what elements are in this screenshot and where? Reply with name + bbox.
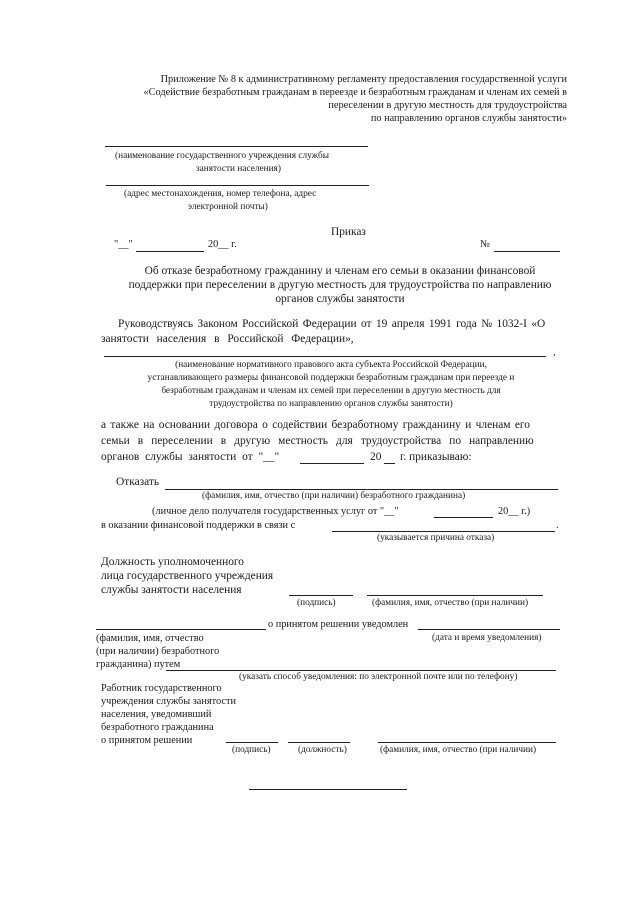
- org-name-caption-1: (наименование государственного учреждения службы: [115, 151, 329, 161]
- case-file-month-line[interactable]: [434, 517, 493, 518]
- official-fio-line[interactable]: [367, 595, 543, 596]
- regional-act-caption-3: безработным гражданам и членам их семей при переселении в другую местность для: [161, 386, 501, 396]
- worker-signature-caption: (подпись): [232, 745, 271, 755]
- appendix-header-line-3: переселении в другую местность для трудоустройства: [328, 100, 567, 111]
- org-name-line[interactable]: [105, 146, 368, 147]
- order-title: Приказ: [331, 226, 366, 238]
- order-date-year: 20__ г.: [208, 239, 237, 250]
- notified-citizen-line[interactable]: [96, 629, 266, 630]
- official-title-line-1: Должность уполномоченного: [101, 556, 244, 568]
- refusal-label: Отказать: [116, 476, 160, 488]
- regional-act-caption-1: (наименование нормативного правового акта субъекта Российской Федерации,: [175, 360, 487, 370]
- case-file-prefix: (личное дело получателя государственных услуг от "__": [152, 506, 399, 517]
- official-signature-line[interactable]: [289, 595, 353, 596]
- citizen-fio-line[interactable]: [165, 489, 558, 490]
- worker-title-line-3: населения, уведомивший: [101, 709, 212, 720]
- footer-divider: [249, 789, 407, 790]
- official-title-line-2: лица государственного учреждения: [101, 570, 274, 582]
- contract-date-year-line[interactable]: [384, 463, 395, 464]
- worker-title-line-1: Работник государственного: [101, 683, 222, 694]
- contract-line-3: органов службы занятости от "__": [101, 451, 280, 463]
- basis-line-1: Руководствуясь Законом Российской Федерации от 19 апреля 1991 года № 1032-I «О: [118, 318, 546, 330]
- order-subject-line-2: поддержки при переселении в другую местность для трудоустройства по направлению: [128, 279, 552, 291]
- order-date-day: "__": [114, 239, 133, 250]
- regional-act-line[interactable]: [104, 356, 546, 357]
- notified-citizen-caption-3: гражданина) путем: [96, 659, 181, 670]
- worker-position-line[interactable]: [288, 742, 350, 743]
- official-title-line-3: службы занятости населения: [101, 584, 242, 596]
- contract-line-2: семьи в переселении в другую местность для трудоустройства по направлению: [101, 435, 534, 447]
- org-address-caption-1: (адрес местонахождения, номер телефона, адрес: [124, 189, 317, 199]
- order-subject-line-3: органов службы занятости: [275, 293, 405, 305]
- notification-method-line[interactable]: [166, 670, 556, 671]
- notified-text: о принятом решении уведомлен: [268, 619, 409, 630]
- notified-citizen-caption-1: (фамилия, имя, отчество: [96, 633, 204, 644]
- worker-signature-line[interactable]: [226, 742, 278, 743]
- refusal-reason-line[interactable]: [332, 531, 555, 532]
- contract-date-year: 20: [370, 451, 382, 463]
- notification-datetime-caption: (дата и время уведомления): [432, 633, 542, 643]
- contract-order-suffix: г. приказываю:: [400, 451, 472, 463]
- contract-date-month-line[interactable]: [300, 463, 364, 464]
- basis-line-2: занятости населения в Российской Федерации»,: [101, 333, 354, 345]
- regional-act-caption-4: трудоустройства по направлению органов службы занятости): [209, 399, 453, 409]
- order-subject-line-1: Об отказе безработному гражданину и членам его семьи в оказании финансовой: [144, 265, 536, 277]
- appendix-header-line-4: по направлению органов службы занятости»: [370, 113, 567, 124]
- org-address-caption-2: электронной почты): [188, 202, 268, 212]
- appendix-header-line-2: «Содействие безработным гражданам в переезде и безработным гражданам и членам их семей в: [143, 87, 567, 98]
- notification-method-caption: (указать способ уведомления: по электронной почте или по телефону): [239, 672, 518, 682]
- regional-act-comma: ,: [553, 347, 556, 358]
- notification-datetime-line[interactable]: [418, 629, 560, 630]
- citizen-fio-caption: (фамилия, имя, отчество (при наличии) безработного гражданина): [202, 491, 466, 501]
- notified-citizen-caption-2: (при наличии) безработного: [96, 646, 220, 657]
- org-address-line[interactable]: [106, 185, 369, 186]
- appendix-header-line-1: Приложение № 8 к административному регламенту предоставления государственной услуги: [160, 74, 567, 85]
- regional-act-caption-2: устанавливающего размеры финансовой поддержки безработным гражданам при переезде и: [147, 373, 515, 383]
- case-file-year: 20__ г.): [498, 506, 531, 517]
- worker-fio-caption: (фамилия, имя, отчество (при наличии): [380, 745, 537, 755]
- worker-title-line-2: учреждения службы занятости: [101, 696, 236, 707]
- refusal-reason-prefix: в оказании финансовой поддержки в связи с: [101, 520, 296, 531]
- contract-line-1: а также на основании договора о содействии безработному гражданину и членам его: [101, 419, 530, 431]
- official-signature-caption: (подпись): [297, 598, 336, 608]
- worker-fio-line[interactable]: [378, 742, 556, 743]
- official-fio-caption: (фамилия, имя, отчество (при наличии): [372, 598, 529, 608]
- org-name-caption-2: занятости населения): [196, 164, 281, 174]
- worker-title-line-5: о принятом решении: [101, 735, 193, 746]
- worker-position-caption: (должность): [298, 745, 347, 755]
- order-date-month-line[interactable]: [136, 251, 204, 252]
- refusal-reason-period: .: [556, 520, 559, 531]
- worker-title-line-4: безработного гражданина: [101, 722, 214, 733]
- order-number-label: №: [480, 239, 490, 250]
- order-number-line[interactable]: [494, 251, 560, 252]
- refusal-reason-caption: (указывается причина отказа): [377, 533, 495, 543]
